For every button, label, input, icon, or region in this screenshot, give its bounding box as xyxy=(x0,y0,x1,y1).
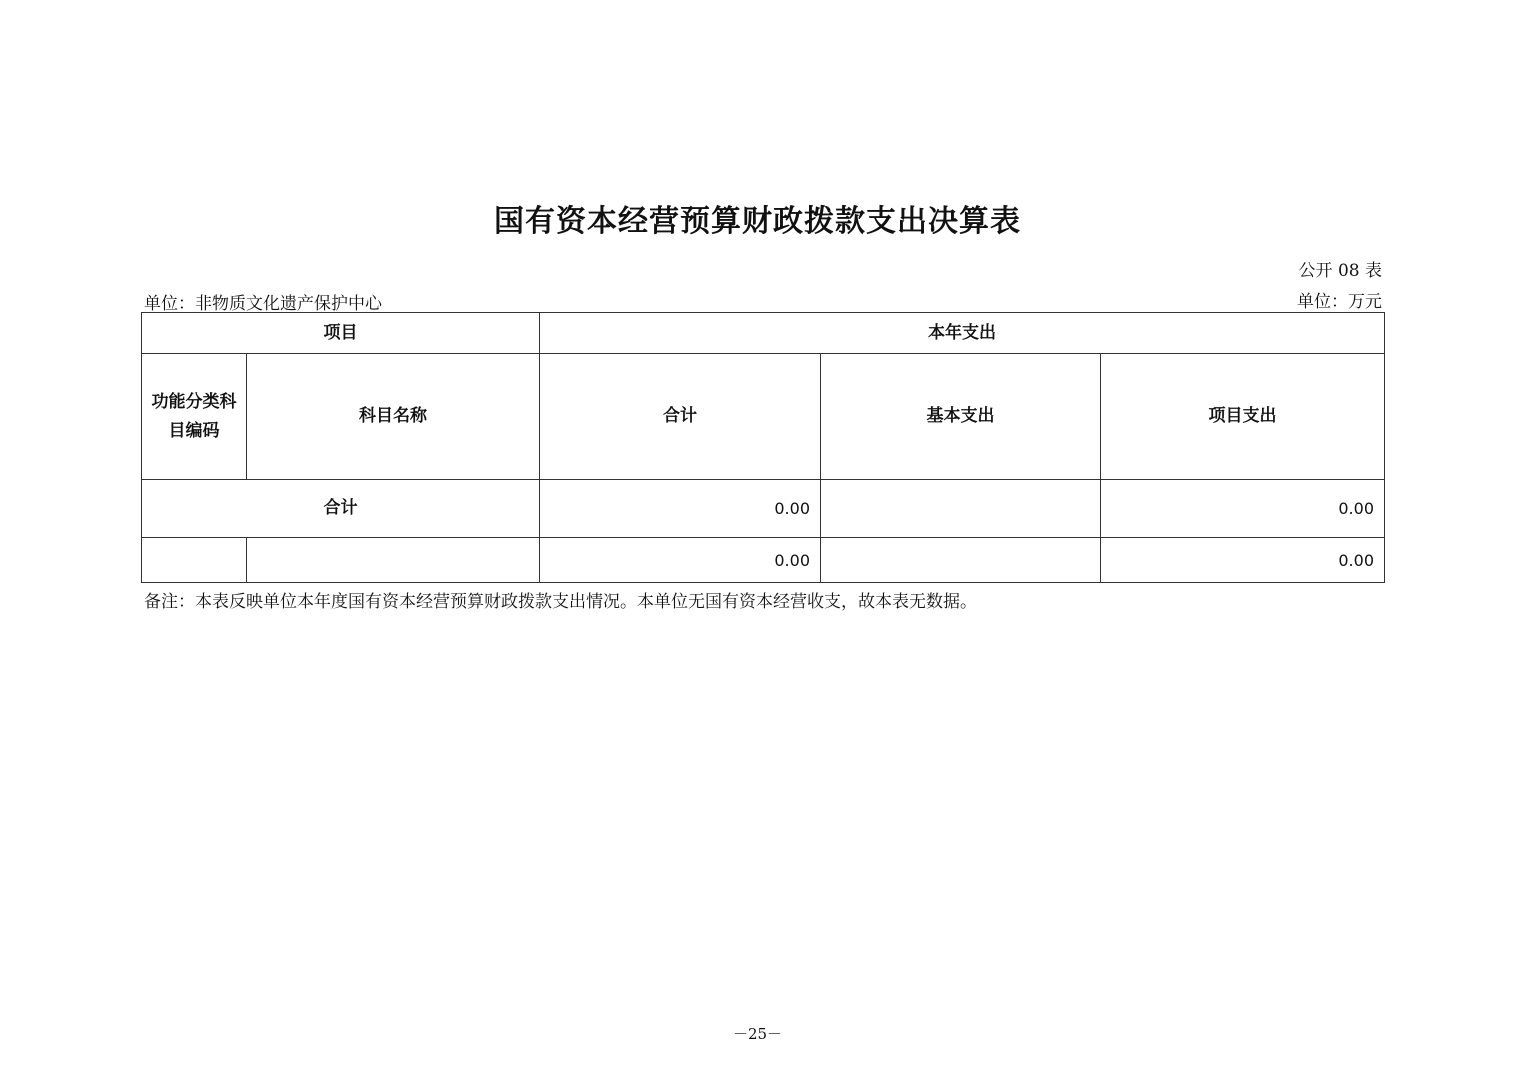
total-row-total: 0.00 xyxy=(540,480,821,538)
currency-unit: 单位：万元 xyxy=(1297,292,1382,312)
header-code: 功能分类科目编码 xyxy=(142,354,247,480)
table-row xyxy=(142,538,1385,583)
page-title: 国有资本经营预算财政拨款支出决算表 xyxy=(494,204,1021,239)
header-project: 项目支出 xyxy=(1101,354,1385,480)
total-row-project: 0.00 xyxy=(1101,480,1385,538)
table-total-row xyxy=(142,480,1385,538)
header-basic: 基本支出 xyxy=(821,354,1101,480)
row-code xyxy=(142,538,247,583)
expenditure-table xyxy=(141,312,1385,583)
row-name xyxy=(247,538,540,583)
row-basic xyxy=(821,538,1101,583)
header-current-year-group: 本年支出 xyxy=(540,313,1385,354)
table-note: 备注：本表反映单位本年度国有资本经营预算财政拨款支出情况。本单位无国有资本经营收支，故本表无数据。 xyxy=(144,592,977,612)
row-project: 0.00 xyxy=(1101,538,1385,583)
row-total: 0.00 xyxy=(540,538,821,583)
page-number: －25－ xyxy=(732,1025,783,1043)
total-row-basic xyxy=(821,480,1101,538)
header-item-group: 项目 xyxy=(142,313,540,354)
header-name: 科目名称 xyxy=(247,354,540,480)
header-total: 合计 xyxy=(540,354,821,480)
total-row-label: 合计 xyxy=(142,480,540,538)
form-number: 公开 08 表 xyxy=(1298,261,1382,281)
reporting-unit: 单位：非物质文化遗产保护中心 xyxy=(144,294,382,314)
